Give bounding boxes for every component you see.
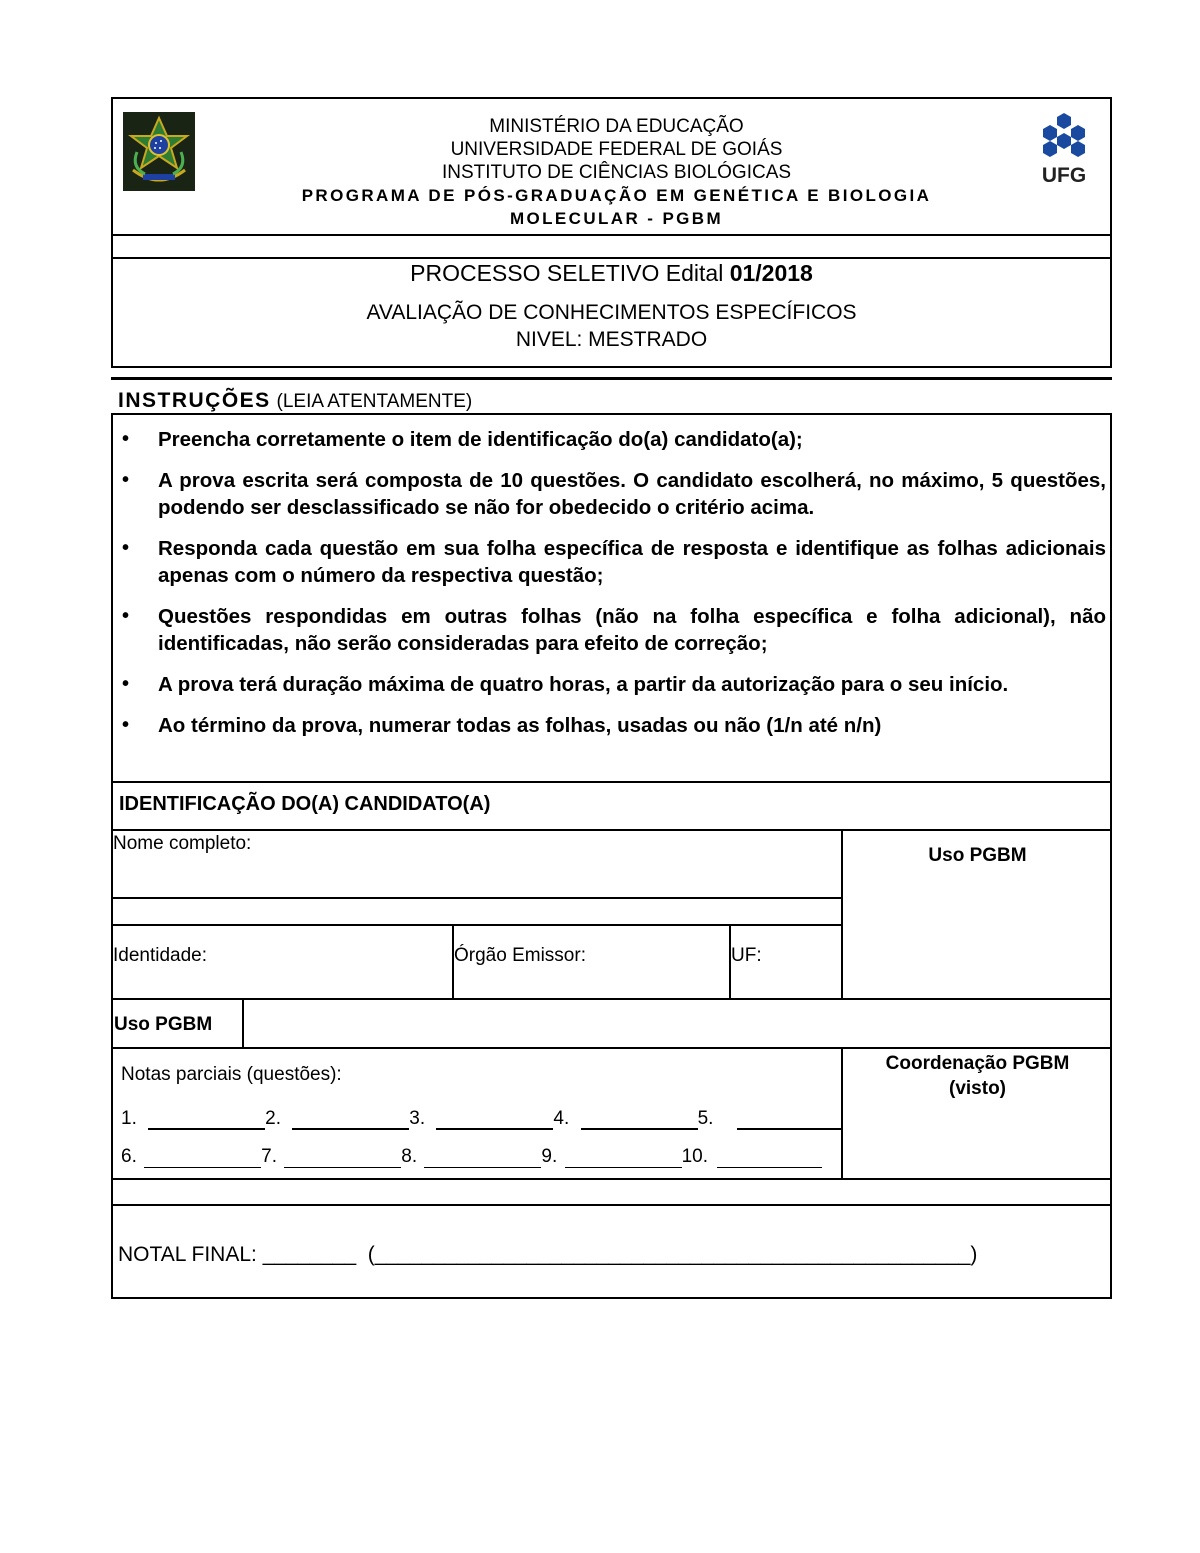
divider: [113, 1047, 1110, 1049]
uso-pgbm-box: [843, 875, 1112, 995]
grade-field[interactable]: [144, 1147, 261, 1168]
ufg-logo: [1036, 111, 1092, 187]
instruction-item: • Ao término da prova, numerar todas as folhas, usadas ou não (1/n até n/n): [122, 714, 882, 737]
brazil-coat-of-arms-icon: [123, 112, 195, 191]
uso-pgbm-row-label: Uso PGBM: [114, 1014, 213, 1035]
instruction-item: • Preencha corretamente o item de identificação do(a) candidato(a);: [122, 428, 803, 451]
instructions-heading: [118, 389, 472, 413]
divider: [113, 924, 842, 926]
university-line: UNIVERSIDADE FEDERAL DE GOIÁS: [450, 139, 783, 160]
instruction-item: • A prova escrita será composta de 10 questões. O candidato escolherá, no máximo, 5 questões, podendo ser desclassificado se não for obedecido o critério acima.: [122, 469, 1106, 519]
final-grade-line: NOTAL FINAL: ________ (___________________________________________________): [118, 1243, 978, 1266]
process-title: PROCESSO SELETIVO Edital: [410, 260, 730, 286]
grade-number: 6.: [121, 1146, 137, 1167]
issuer-field[interactable]: [593, 930, 726, 994]
edital-number: 01/2018: [729, 260, 813, 286]
grades-row-2: [121, 1146, 822, 1168]
grade-field[interactable]: [436, 1108, 553, 1130]
bullet-icon: •: [122, 428, 130, 450]
ufg-logo-text: UFG: [1041, 164, 1087, 187]
grade-number: 8.: [401, 1146, 418, 1167]
uf-field[interactable]: [763, 930, 838, 994]
bullet-icon: •: [122, 673, 130, 695]
instructions-title: INSTRUÇÕES: [118, 389, 271, 412]
coordination-visto: (visto): [949, 1078, 1006, 1099]
name-field-label: Nome completo:: [113, 833, 252, 854]
grade-field[interactable]: [581, 1108, 698, 1130]
instructions-list: [116, 426, 1106, 753]
ministry-line: MINISTÉRIO DA EDUCAÇÃO: [489, 116, 744, 137]
divider: [113, 897, 842, 899]
identification-heading: IDENTIFICAÇÃO DO(A) CANDIDATO(A): [119, 793, 491, 815]
grade-number: 9.: [541, 1146, 558, 1167]
section-rule: [111, 377, 1112, 380]
divider: [113, 781, 1110, 783]
partial-grades-label: Notas parciais (questões):: [121, 1064, 342, 1085]
level-title: NIVEL: MESTRADO: [515, 328, 708, 351]
institute-line: INSTITUTO DE CIÊNCIAS BIOLÓGICAS: [441, 162, 792, 183]
uf-field-label: UF:: [731, 945, 762, 966]
grade-number: 1.: [121, 1108, 137, 1129]
grade-field[interactable]: [284, 1147, 401, 1168]
grade-field[interactable]: [292, 1108, 409, 1130]
coordination-title: Coordenação PGBM: [885, 1053, 1070, 1074]
coordination-stamp: [843, 1051, 1112, 1101]
grade-field[interactable]: [148, 1108, 265, 1130]
grade-field[interactable]: [424, 1147, 541, 1168]
divider: [113, 829, 1110, 831]
program-line-2: MOLECULAR - PGBM: [509, 209, 724, 228]
instructions-subtitle: (LEIA ATENTAMENTE): [276, 391, 473, 412]
grade-field[interactable]: [717, 1147, 822, 1168]
grade-number: 7.: [261, 1146, 277, 1167]
grade-field[interactable]: [737, 1108, 842, 1130]
grades-row-1: [121, 1108, 842, 1130]
program-line-1: PROGRAMA DE PÓS-GRADUAÇÃO EM GENÉTICA E BIOLOGIA: [301, 186, 932, 205]
bullet-icon: •: [122, 537, 130, 559]
uso-pgbm-box-title: Uso PGBM: [928, 845, 1027, 866]
instruction-item: • A prova terá duração máxima de quatro horas, a partir da autorização para o seu início.: [122, 673, 1009, 696]
bullet-icon: •: [122, 605, 130, 627]
ufg-hexagon-icon: [1036, 111, 1092, 161]
grade-number: 10.: [681, 1146, 708, 1167]
instruction-item: • Questões respondidas em outras folhas (não na folha específica e folha adicional), não identificadas, não serão consideradas para efeito de correção;: [122, 605, 1106, 655]
divider: [113, 234, 1110, 236]
name-field[interactable]: [113, 855, 839, 895]
header-box: [111, 97, 1112, 368]
evaluation-title: AVALIAÇÃO DE CONHECIMENTOS ESPECÍFICOS: [366, 301, 857, 324]
issuer-field-label: Órgão Emissor:: [454, 945, 586, 966]
divider: [113, 1204, 1110, 1206]
divider: [113, 1178, 1110, 1180]
instruction-item: • Responda cada questão em sua folha específica de resposta e identifique as folhas adicionais apenas com o número da respectiva questão;: [122, 537, 1106, 587]
grade-number: 4.: [553, 1108, 570, 1129]
bullet-icon: •: [122, 714, 130, 736]
identity-field-label: Identidade:: [113, 945, 208, 966]
grade-field[interactable]: [565, 1147, 682, 1168]
identity-field[interactable]: [213, 930, 449, 994]
uso-pgbm-row-field: [244, 1000, 1110, 1045]
bullet-icon: •: [122, 469, 130, 491]
grade-number: 5.: [697, 1108, 714, 1129]
header-text: [293, 115, 940, 230]
grade-number: 3.: [409, 1108, 426, 1129]
grade-number: 2.: [265, 1108, 281, 1129]
title-block: [113, 259, 1110, 352]
